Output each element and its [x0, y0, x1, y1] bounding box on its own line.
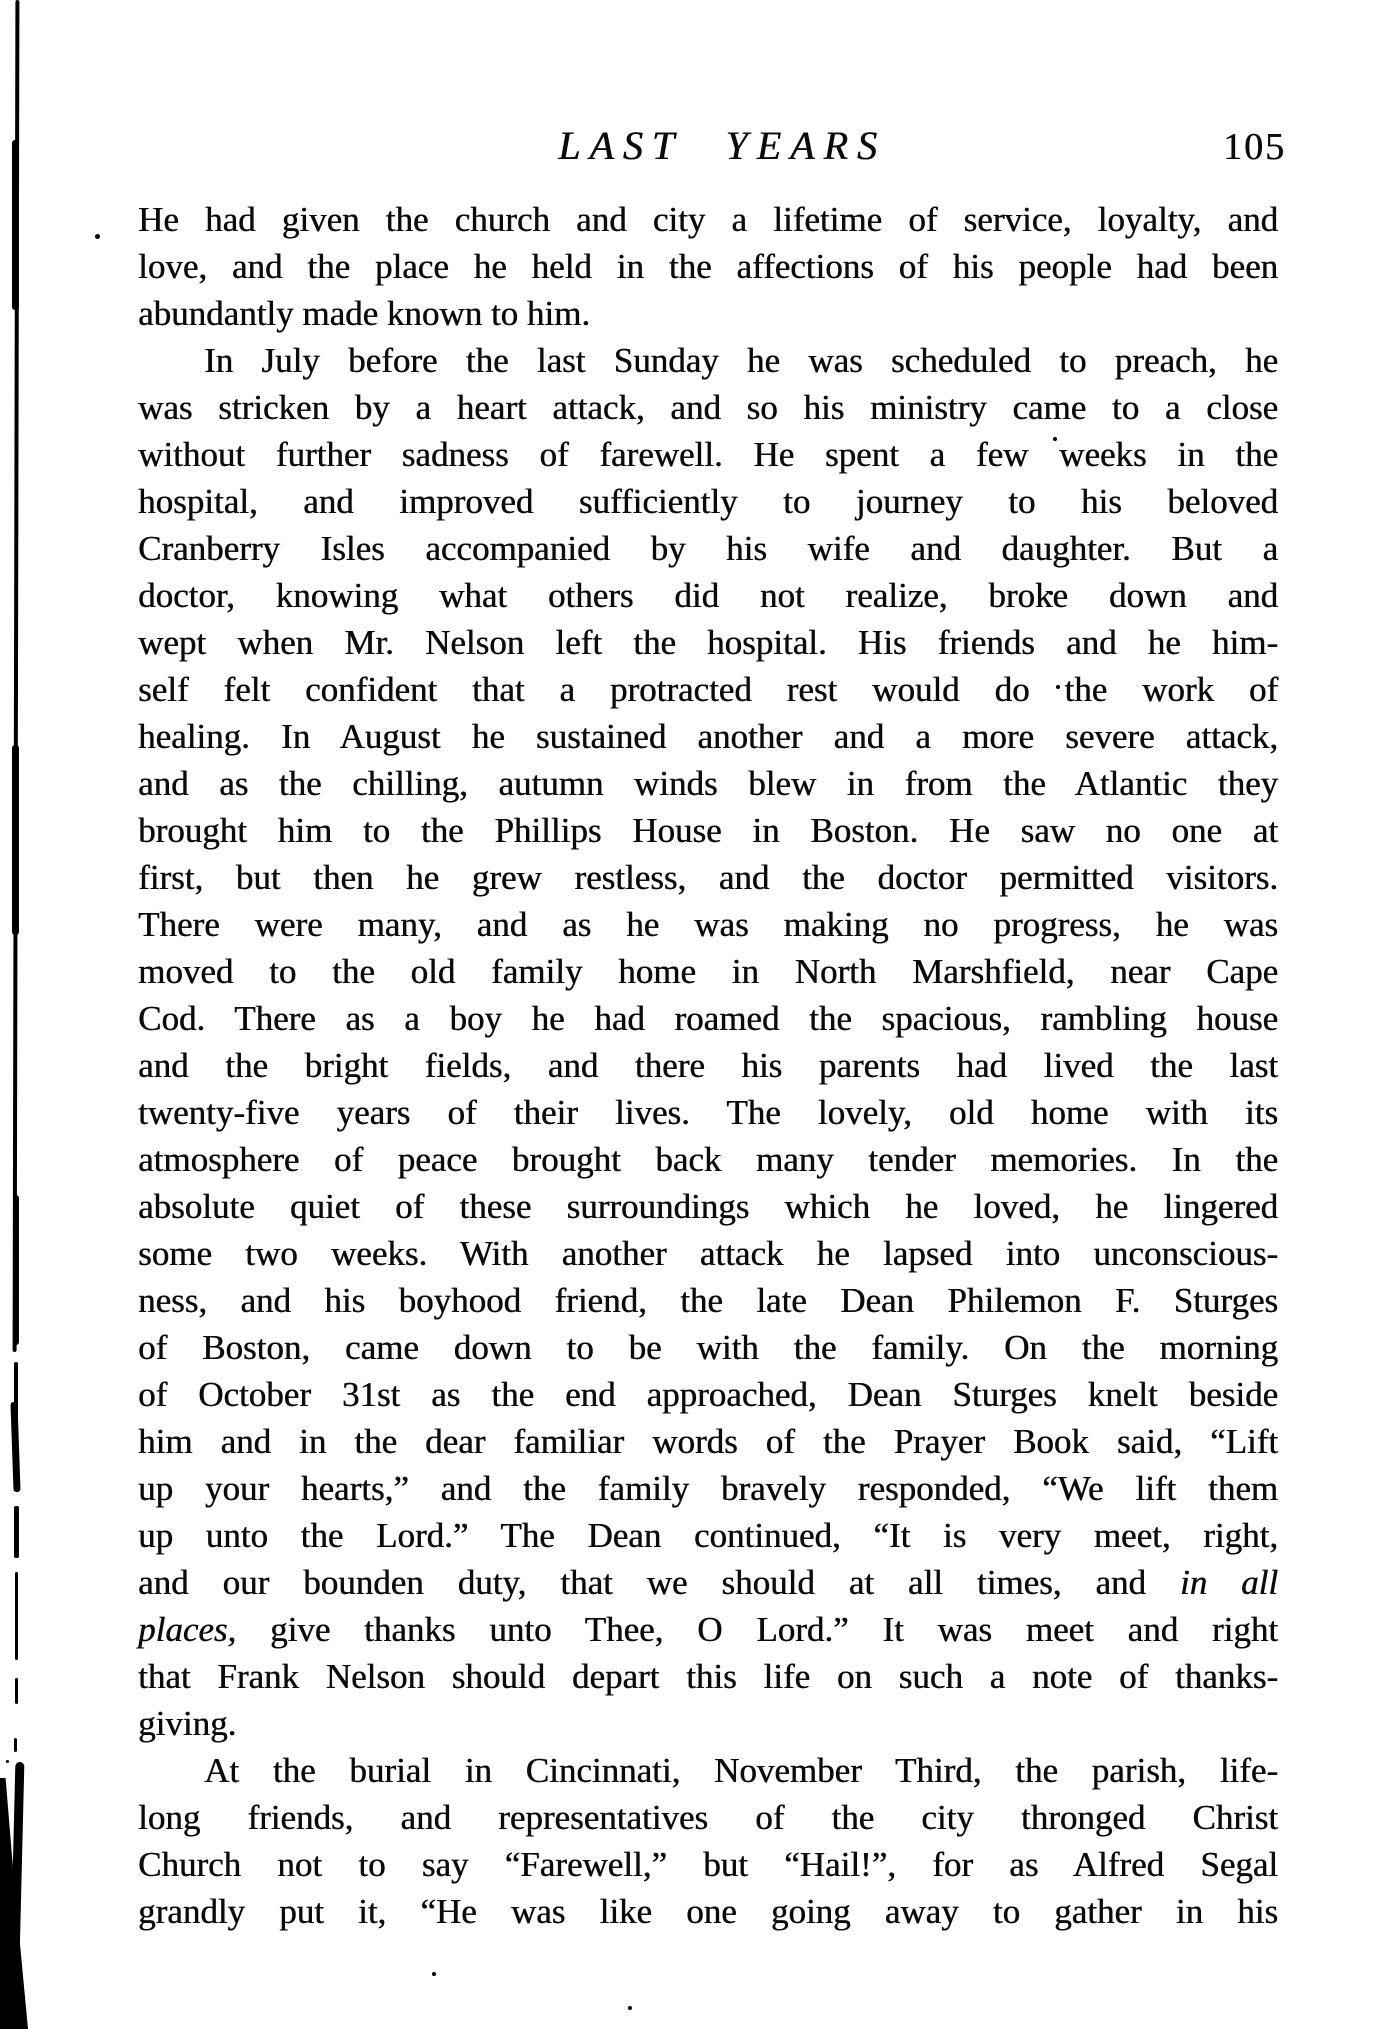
text-line: without further sadness of farewell. He spent a few weeks in the: [138, 435, 1278, 474]
scan-speck: [6, 1760, 9, 1763]
text-line: up your hearts,” and the family bravely responded, “We lift them: [138, 1469, 1278, 1508]
scan-speck: [95, 234, 100, 239]
text-line: and our bounden duty, that we should at all times, and in all: [138, 1563, 1278, 1602]
text-line: some two weeks. With another attack he lapsed into unconscious-: [138, 1234, 1278, 1273]
text-line: Cod. There as a boy he had roamed the spacious, rambling house: [138, 999, 1278, 1038]
text-line: doctor, knowing what others did not realize, broke down and: [138, 576, 1278, 615]
text-line: first, but then he grew restless, and the doctor permitted visitors.: [138, 858, 1278, 897]
text-line: him and in the dear familiar words of the Prayer Book said, “Lift: [138, 1422, 1278, 1461]
text-line: abundantly made known to him.: [138, 294, 591, 333]
text-line: moved to the old family home in North Marshfield, near Cape: [138, 952, 1278, 991]
text-line: atmosphere of peace brought back many tender memories. In the: [138, 1140, 1278, 1179]
text-line: brought him to the Phillips House in Boston. He saw no one at: [138, 811, 1278, 850]
text-line: of October 31st as the end approached, Dean Sturges knelt beside: [138, 1375, 1278, 1414]
text-line: absolute quiet of these surroundings which he loved, he lingered: [138, 1187, 1278, 1226]
running-header: [138, 122, 1286, 174]
text-line: He had given the church and city a lifetime of service, loyalty, and: [138, 200, 1278, 239]
text-line: of Boston, came down to be with the family. On the morning: [138, 1328, 1278, 1367]
scan-binding-line-segment: [15, 1678, 18, 1704]
text-line: and as the chilling, autumn winds blew in from the Atlantic they: [138, 764, 1278, 803]
text-line: Cranberry Isles accompanied by his wife and daughter. But a: [138, 529, 1278, 568]
scan-binding-line-segment: [14, 1738, 17, 1752]
scan-speck: [432, 1972, 436, 1976]
running-header-title: LAST YEARS: [558, 123, 886, 168]
scan-binding-line-segment: [14, 1506, 19, 1558]
scan-binding-line-segment: [15, 1572, 18, 1660]
scan-binding-line-segment: [10, 1402, 20, 1492]
text-line: places, give thanks unto Thee, O Lord.” It was meet and right: [138, 1610, 1278, 1649]
text-line: giving.: [138, 1704, 237, 1743]
body-text: [138, 196, 1278, 1935]
text-line: wept when Mr. Nelson left the hospital. His friends and he him-: [138, 623, 1278, 662]
scan-binding-line-thick: [12, 745, 19, 935]
text-line: twenty-five years of their lives. The lovely, old home with its: [138, 1093, 1278, 1132]
text-line: long friends, and representatives of the city thronged Christ: [138, 1798, 1278, 1837]
text-line: was stricken by a heart attack, and so his ministry came to a close: [138, 388, 1278, 427]
text-line: There were many, and as he was making no progress, he was: [138, 905, 1278, 944]
text-line: Church not to say “Farewell,” but “Hail!”, for as Alfred Segal: [138, 1845, 1278, 1884]
text-line: hospital, and improved sufficiently to journey to his beloved: [138, 482, 1278, 521]
scan-speck: [628, 2006, 632, 2010]
text-line: At the burial in Cincinnati, November Third, the parish, life-: [204, 1751, 1278, 1790]
text-line: that Frank Nelson should depart this life on such a note of thanks-: [138, 1657, 1278, 1696]
text-line: up unto the Lord.” The Dean continued, “It is very meet, right,: [138, 1516, 1278, 1555]
scan-binding-line-thick: [13, 1195, 19, 1345]
text-line: self felt confident that a protracted rest would do the work of: [138, 670, 1278, 709]
scan-binding-line-thick: [12, 140, 19, 310]
text-line: love, and the place he held in the affections of his people had been: [138, 247, 1278, 286]
text-line: and the bright fields, and there his parents had lived the last: [138, 1046, 1278, 1085]
text-line: grandly put it, “He was like one going away to gather in his: [138, 1892, 1278, 1931]
text-line: healing. In August he sustained another and a more severe attack,: [138, 717, 1278, 756]
text-line: ness, and his boyhood friend, the late Dean Philemon F. Sturges: [138, 1281, 1278, 1320]
page-number: 105: [1223, 126, 1286, 168]
text-line: In July before the last Sunday he was scheduled to preach, he: [204, 341, 1278, 380]
